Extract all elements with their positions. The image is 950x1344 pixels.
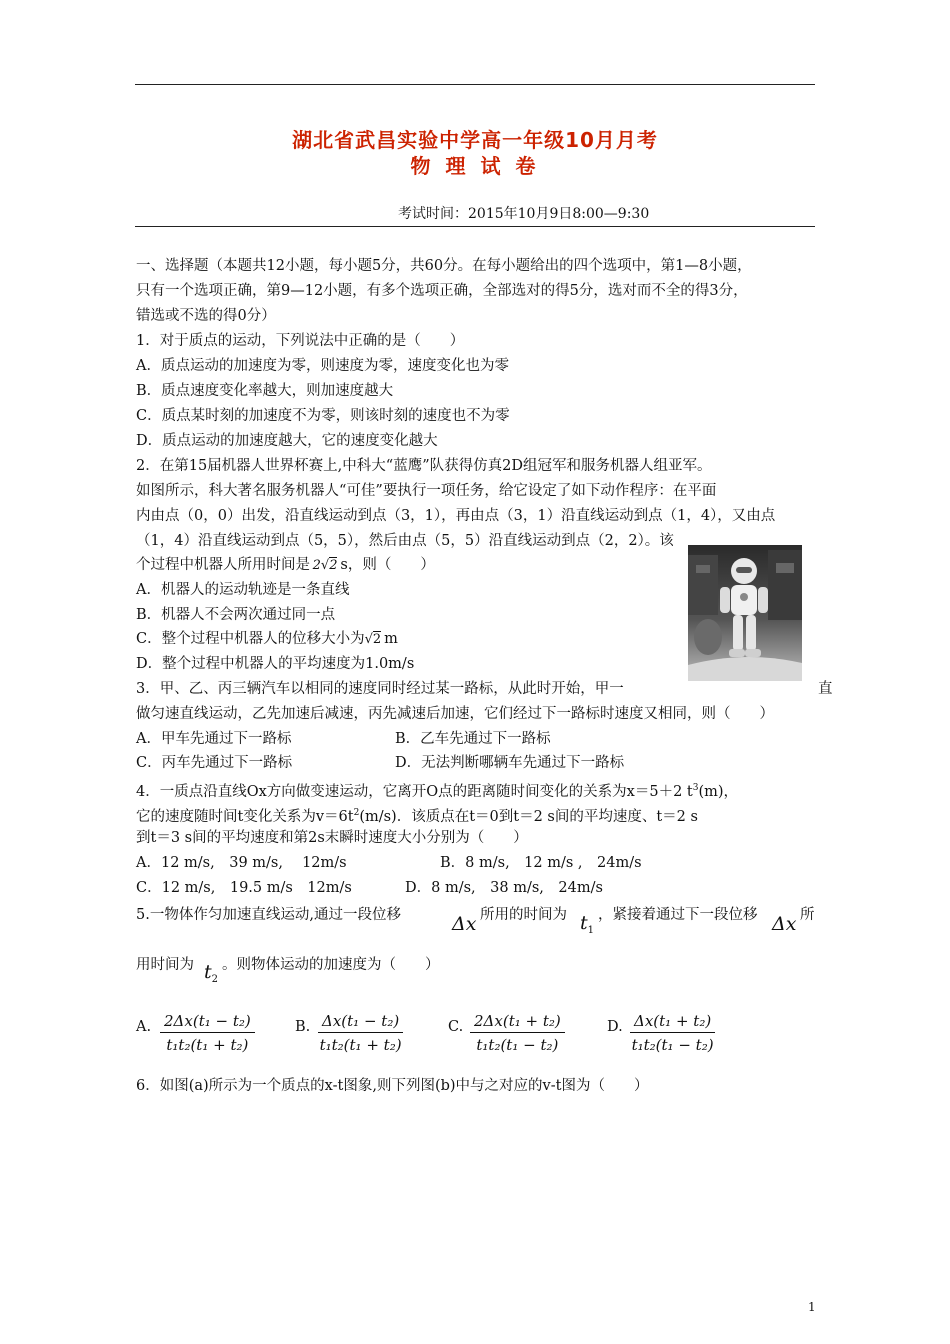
section-intro-line: 只有一个选项正确，第9—12小题，有多个选项正确，全部选对的得5分，选对而不全的得3分， — [136, 283, 748, 299]
q5-option-b-den: t₁t₂(t₁ + t₂) — [319, 1036, 402, 1054]
q3-option-b: B．乙车先通过下一路标 — [395, 731, 551, 747]
q3-line-end: 直 — [818, 681, 833, 697]
header-rule — [135, 226, 815, 227]
q4-l1-text: 4．一质点沿直线Ox方向做变速运动，它离开O点的距离随时间变化的关系为x＝5＋2 t — [136, 783, 693, 800]
q2-line: 内由点（0，0）出发，沿直线运动到点（3，1），再由点（3，1）沿直线运动到点（1，4），又由点 — [136, 508, 776, 524]
q5-option-a-fraction — [160, 1012, 255, 1054]
q2-c-text: C．整个过程中机器人的位移大小为 — [136, 631, 365, 647]
q2-option-a: A．机器人的运动轨迹是一条直线 — [136, 582, 350, 598]
q5-dx-1: Δx — [452, 913, 477, 935]
q3-line: 做匀速直线运动，乙先加速后减速，丙先减速后加速，它们经过下一路标时速度又相同，则（ ） — [136, 706, 774, 722]
exam-title: 湖北省武昌实验中学高一年级10月月考 — [292, 128, 658, 152]
q1-option-d: D．质点运动的加速度越大，它的速度变化越大 — [136, 433, 438, 449]
q3-option-d: D．无法判断哪辆车先通过下一路标 — [395, 755, 625, 771]
q2-time-math: 2√2 — [312, 558, 338, 573]
q5-t1-symbol: t — [580, 912, 588, 934]
q2-time-coef: 2 — [312, 558, 321, 573]
q5-option-c-num: 2Δx(t₁ + t₂) — [470, 1012, 565, 1033]
top-rule — [135, 84, 815, 85]
q2-option-c: C．整个过程中机器人的位移大小为√2 m — [136, 631, 398, 647]
q5-t1-sub: 1 — [587, 925, 595, 936]
q5-line2: 用时间为 — [136, 957, 194, 973]
q5-dx-2: Δx — [772, 913, 797, 935]
q5-option-b-num: Δx(t₁ − t₂) — [318, 1012, 403, 1033]
q1-option-b: B．质点速度变化率越大，则加速度越大 — [136, 383, 394, 399]
q5-option-b-fraction — [318, 1012, 403, 1054]
q1-option-a: A．质点运动的加速度为零，则速度为零，速度变化也为零 — [136, 358, 509, 374]
q5-option-a-num: 2Δx(t₁ − t₂) — [160, 1012, 255, 1033]
exam-subtitle: 物 理 试 卷 — [410, 154, 540, 178]
q5-line-mid: 所用的时间为 — [480, 907, 567, 923]
q5-option-d-fraction — [630, 1012, 715, 1054]
q3-option-c: C．丙车先通过下一路标 — [136, 755, 293, 771]
q4-l2-text-end: (m/s)．该质点在t＝0到t＝2 s间的平均速度、t＝2 s — [359, 808, 698, 825]
q5-option-c-fraction — [470, 1012, 565, 1054]
q4-l2-text: 它的速度随时间t变化关系为v＝6t — [136, 808, 354, 825]
q5-option-d-label: D. — [607, 1019, 623, 1035]
q1-stem: 1．对于质点的运动，下列说法中正确的是（ ） — [136, 333, 465, 349]
q2-line-time — [136, 555, 435, 576]
q5-line: 5.一物体作匀加速直线运动,通过一段位移 — [136, 907, 401, 923]
robot-photo — [688, 545, 802, 681]
q5-option-d-num: Δx(t₁ + t₂) — [630, 1012, 715, 1033]
q4-line — [136, 778, 738, 802]
q5-option-b-label: B. — [295, 1019, 311, 1035]
q2-line: （1，4）沿直线运动到点（5，5），然后由点（5，5）沿直线运动到点（2，2）。该 — [136, 533, 674, 549]
q5-option-a-den: t₁t₂(t₁ + t₂) — [166, 1036, 249, 1054]
q4-line — [136, 803, 698, 827]
q4-option-a: A．12 m/s, 39 m/s, 12m/s — [136, 855, 347, 871]
q2-time-radicand: 2 — [329, 558, 338, 573]
q2-c-unit: m — [384, 631, 398, 647]
q2-option-d: D．整个过程中机器人的平均速度为1.0m/s — [136, 656, 415, 672]
q5-line-end: 所 — [800, 907, 815, 923]
q2-c-radicand: 2 — [372, 632, 382, 647]
q4-option-d: D．8 m/s, 38 m/s, 24m/s — [405, 880, 603, 896]
q4-option-b: B．8 m/s, 12 m/s , 24m/s — [440, 855, 642, 871]
q5-line2-end: 。则物体运动的加速度为（ ） — [222, 957, 440, 973]
q3-option-a: A．甲车先通过下一路标 — [136, 731, 292, 747]
q1-option-c: C．质点某时刻的加速度不为零，则该时刻的速度也不为零 — [136, 408, 510, 424]
q4-l1-sup: 3 — [692, 783, 699, 793]
q5-t2-symbol: t — [204, 961, 212, 983]
q2-line: 2．在第15届机器人世界杯赛上,中科大“蓝鹰”队获得仿真2D组冠军和服务机器人组亚军。 — [136, 458, 712, 474]
q2-time-text: 个过程中机器人所用时间是 — [136, 557, 310, 573]
q4-l1-text-end: (m)， — [698, 783, 739, 800]
q2-line: 如图所示，科大著名服务机器人“可佳”要执行一项任务，给它设定了如下动作程序：在平面 — [136, 483, 717, 499]
q2-option-b: B．机器人不会两次通过同一点 — [136, 607, 336, 623]
q5-t2-sub: 2 — [211, 974, 219, 985]
q5-t1 — [580, 913, 594, 941]
q5-t2 — [204, 962, 218, 990]
q5-option-d-den: t₁t₂(t₁ − t₂) — [631, 1036, 714, 1054]
q2-time-text-end: s，则（ ） — [340, 557, 435, 573]
q3-line: 3．甲、乙、丙三辆汽车以相同的速度同时经过某一路标，从此时开始，甲一 — [136, 681, 624, 697]
q5-option-c-den: t₁t₂(t₁ − t₂) — [476, 1036, 559, 1054]
q5-option-c-label: C. — [448, 1019, 464, 1035]
q6-stem: 6．如图(a)所示为一个质点的x-t图象,则下列图(b)中与之对应的v-t图为（ ） — [136, 1078, 649, 1094]
section-intro-line: 一、选择题（本题共12小题，每小题5分，共60分。在每小题给出的四个选项中，第1—8小题， — [136, 258, 752, 274]
page-number: 1 — [808, 1300, 816, 1314]
q4-line: 到t＝3 s间的平均速度和第2s末瞬时速度大小分别为（ ） — [136, 830, 528, 846]
q4-l2-sup: 2 — [353, 808, 360, 818]
q4-option-c: C．12 m/s, 19.5 m/s 12m/s — [136, 880, 352, 896]
q5-option-a-label: A. — [136, 1019, 152, 1035]
section-intro-line: 错选或不选的得0分） — [136, 308, 276, 324]
exam-time: 考试时间：2015年10月9日8:00—9:30 — [398, 206, 650, 222]
q5-line-next: ，紧接着通过下一段位移 — [598, 907, 758, 923]
